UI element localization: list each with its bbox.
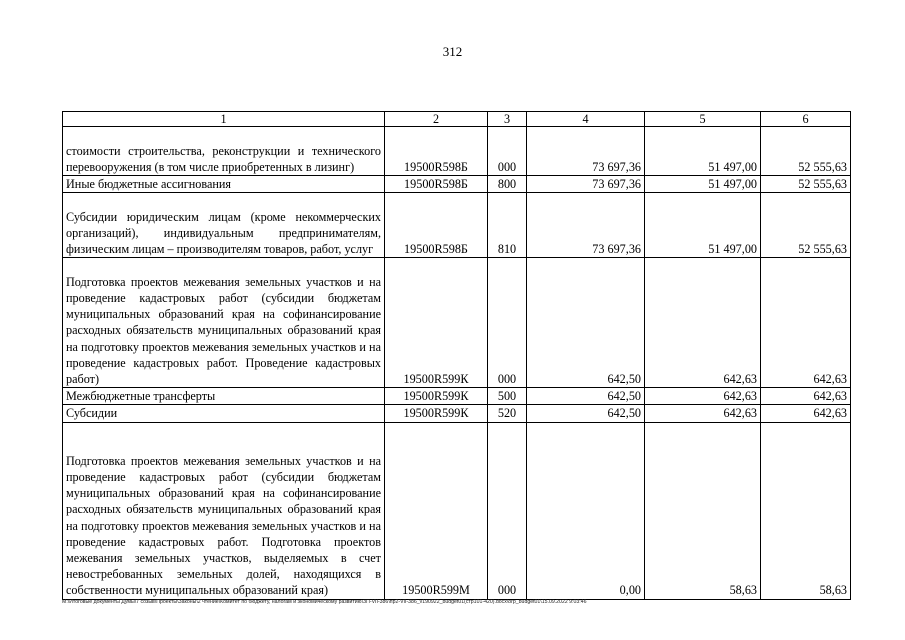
row-description: Подготовка проектов межевания земельных участков и на проведение кадастровых работ (субсидии бюджетам муниципальных образований края на софинансирование расходных обязательств муниципальных образований края на подготовку проектов межевания земельных участков и на проведение кадастровых работ. Проведение кадастровых работ)	[63, 258, 385, 388]
row-value-col5: 642,63	[645, 258, 761, 388]
row-value-col6: 58,63	[761, 422, 851, 599]
row-expense-type: 810	[488, 193, 527, 258]
row-target-code: 19500R599К	[385, 388, 488, 405]
row-value-col5: 51 497,00	[645, 176, 761, 193]
table-row	[63, 388, 851, 405]
document-file-path: M:\Итоговые документы Думы\7 созыв\Проекты\Законы\2 чтение\Комитет по бюджету, налогам и экономическому развитию\ЗП-VII-386\пр2-VII-386_v190922_budget01(стр101-420).docx\orp_budget01\15.09.2022 9:03:46	[62, 599, 587, 605]
column-header-2: 2	[385, 112, 488, 127]
row-target-code: 19500R598Б	[385, 193, 488, 258]
column-header-4: 4	[527, 112, 645, 127]
row-expense-type: 500	[488, 388, 527, 405]
budget-table	[62, 111, 851, 600]
row-value-col6: 642,63	[761, 258, 851, 388]
row-description: Подготовка проектов межевания земельных участков и на проведение кадастровых работ (субсидии бюджетам муниципальных образований края на софинансирование расходных обязательств муниципальных образований края на подготовку проектов межевания земельных участков и на проведение кадастровых работ. Подготовка проектов межевания земельных участков, выделяемых в счет невостребованных земельных долей, находящихся в собственности муниципальных образований края)	[63, 422, 385, 599]
row-value-col6: 52 555,63	[761, 193, 851, 258]
row-value-col4: 73 697,36	[527, 127, 645, 176]
row-value-col4: 642,50	[527, 405, 645, 422]
table-row	[63, 193, 851, 258]
row-expense-type: 000	[488, 258, 527, 388]
page-number: 312	[442, 44, 463, 59]
row-value-col5: 642,63	[645, 388, 761, 405]
column-header-1: 1	[63, 112, 385, 127]
row-target-code: 19500R599К	[385, 405, 488, 422]
row-description: Иные бюджетные ассигнования	[63, 176, 385, 193]
row-expense-type: 000	[488, 127, 527, 176]
row-value-col6: 52 555,63	[761, 176, 851, 193]
table-row	[63, 422, 851, 599]
row-description: стоимости строительства, реконструкции и технического перевооружения (в том числе приобретенных в лизинг)	[63, 127, 385, 176]
row-target-code: 19500R599К	[385, 258, 488, 388]
row-expense-type: 520	[488, 405, 527, 422]
row-value-col5: 58,63	[645, 422, 761, 599]
row-description: Межбюджетные трансферты	[63, 388, 385, 405]
column-header-6: 6	[761, 112, 851, 127]
table-row	[63, 127, 851, 176]
row-target-code: 19500R598Б	[385, 176, 488, 193]
row-description: Субсидии юридическим лицам (кроме некоммерческих организаций), индивидуальным предпринимателям, физическим лицам – производителям товаров, работ, услуг	[63, 193, 385, 258]
row-value-col5: 51 497,00	[645, 127, 761, 176]
row-value-col4: 73 697,36	[527, 193, 645, 258]
row-value-col4: 642,50	[527, 388, 645, 405]
row-target-code: 19500R599М	[385, 422, 488, 599]
row-value-col6: 642,63	[761, 388, 851, 405]
table-row	[63, 405, 851, 422]
row-value-col6: 642,63	[761, 405, 851, 422]
row-value-col5: 51 497,00	[645, 193, 761, 258]
row-value-col4: 642,50	[527, 258, 645, 388]
table-header-row	[63, 112, 851, 127]
table-row	[63, 176, 851, 193]
row-description: Субсидии	[63, 405, 385, 422]
column-header-5: 5	[645, 112, 761, 127]
row-target-code: 19500R598Б	[385, 127, 488, 176]
row-expense-type: 800	[488, 176, 527, 193]
row-value-col6: 52 555,63	[761, 127, 851, 176]
row-value-col4: 73 697,36	[527, 176, 645, 193]
table-row	[63, 258, 851, 388]
row-value-col5: 642,63	[645, 405, 761, 422]
row-value-col4: 0,00	[527, 422, 645, 599]
column-header-3: 3	[488, 112, 527, 127]
row-expense-type: 000	[488, 422, 527, 599]
